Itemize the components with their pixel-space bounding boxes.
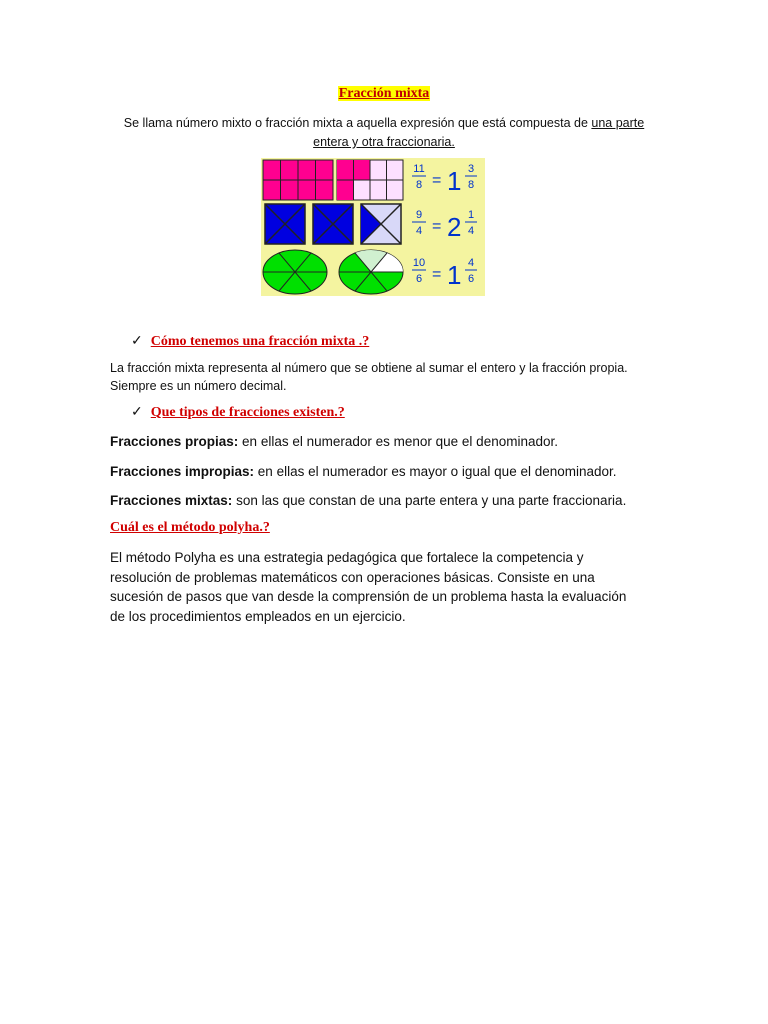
page-title-text: Fracción mixta: [338, 86, 430, 101]
intro-paragraph: [108, 114, 660, 152]
intro-text: Se llama número mixto o fracción mixta a aquella expresión que está compuesta de: [123, 116, 592, 130]
fraction-type-item: [110, 432, 670, 452]
section-3-line: resolución de problemas matemáticos con operaciones básicas. Consiste en una: [110, 569, 595, 585]
row-1-shapes: [263, 160, 403, 200]
eq2-den: 4: [467, 225, 475, 237]
section-1-paragraph: [110, 359, 670, 395]
intro-underlined-text: una parte entera y otra fraccionaria.: [313, 116, 645, 149]
eq2-improper-den: 4: [415, 225, 423, 237]
eq2-improper-num: 9: [415, 209, 423, 221]
section-3-line: sucesión de pasos que van desde la comprensión de un problema hasta la evaluación: [110, 589, 627, 604]
fraction-type-term: Fracciones mixtas:: [110, 493, 233, 508]
fraction-type-text: en ellas el numerador es menor que el denominador.: [238, 434, 558, 449]
fraction-type-text: en ellas el numerador es mayor o igual que el denominador.: [254, 464, 617, 479]
eq1-equals: =: [432, 172, 442, 189]
eq3-num: 4: [467, 257, 475, 269]
eq1-num: 3: [467, 163, 475, 175]
row-2-shapes: [265, 204, 401, 244]
section-1-heading: [131, 333, 369, 350]
section-3-heading: [110, 520, 270, 536]
eq1-improper-num: 11: [413, 163, 425, 175]
fraction-type-item: [110, 491, 670, 511]
section-3-line: El método Polyha es una estrategia pedagógica que fortalece la competencia y: [110, 550, 584, 565]
eq2-equals: =: [432, 218, 442, 235]
section-2-heading-text: Que tipos de fracciones existen.?: [150, 405, 345, 420]
fraction-type-item: [110, 462, 670, 482]
eq1-improper-den: 8: [415, 179, 423, 191]
section-1-line-2: Siempre es un número decimal.: [110, 379, 287, 393]
eq2-num: 1: [467, 209, 475, 221]
fraction-type-term: Fracciones propias:: [110, 434, 239, 449]
mixed-fraction-illustration: [261, 158, 485, 296]
eq3-improper-num: 10: [412, 257, 426, 269]
eq3-improper-den: 6: [415, 273, 423, 285]
section-3-paragraph: [110, 548, 670, 626]
eq2-whole: 2: [447, 212, 462, 242]
pink-fill-part-b: [354, 160, 371, 180]
eq1-den: 8: [467, 179, 475, 191]
section-3-line: de los procedimientos empleados en un ejercicio.: [110, 608, 406, 624]
eq3-den: 6: [467, 273, 475, 285]
eq1-whole: 1: [447, 166, 462, 196]
checkmark-icon: ✓: [131, 405, 143, 420]
fraction-type-text: son las que constan de una parte entera y una parte fraccionaria.: [232, 493, 627, 508]
eq3-equals: =: [432, 266, 442, 283]
section-1-heading-text: Cómo tenemos una fracción mixta .?: [150, 334, 370, 349]
mixed-fraction-figure: [261, 158, 485, 296]
checkmark-icon: ✓: [131, 334, 143, 349]
eq3-whole: 1: [447, 260, 462, 290]
section-1-line-1: La fracción mixta representa al número que se obtiene al sumar el entero y la fracción propia.: [110, 361, 628, 375]
section-2-heading: [131, 404, 345, 421]
fraction-type-term: Fracciones impropias:: [110, 464, 255, 479]
page-title: [0, 86, 768, 102]
section-3-heading-text: Cuál es el método polyha.?: [110, 520, 270, 535]
